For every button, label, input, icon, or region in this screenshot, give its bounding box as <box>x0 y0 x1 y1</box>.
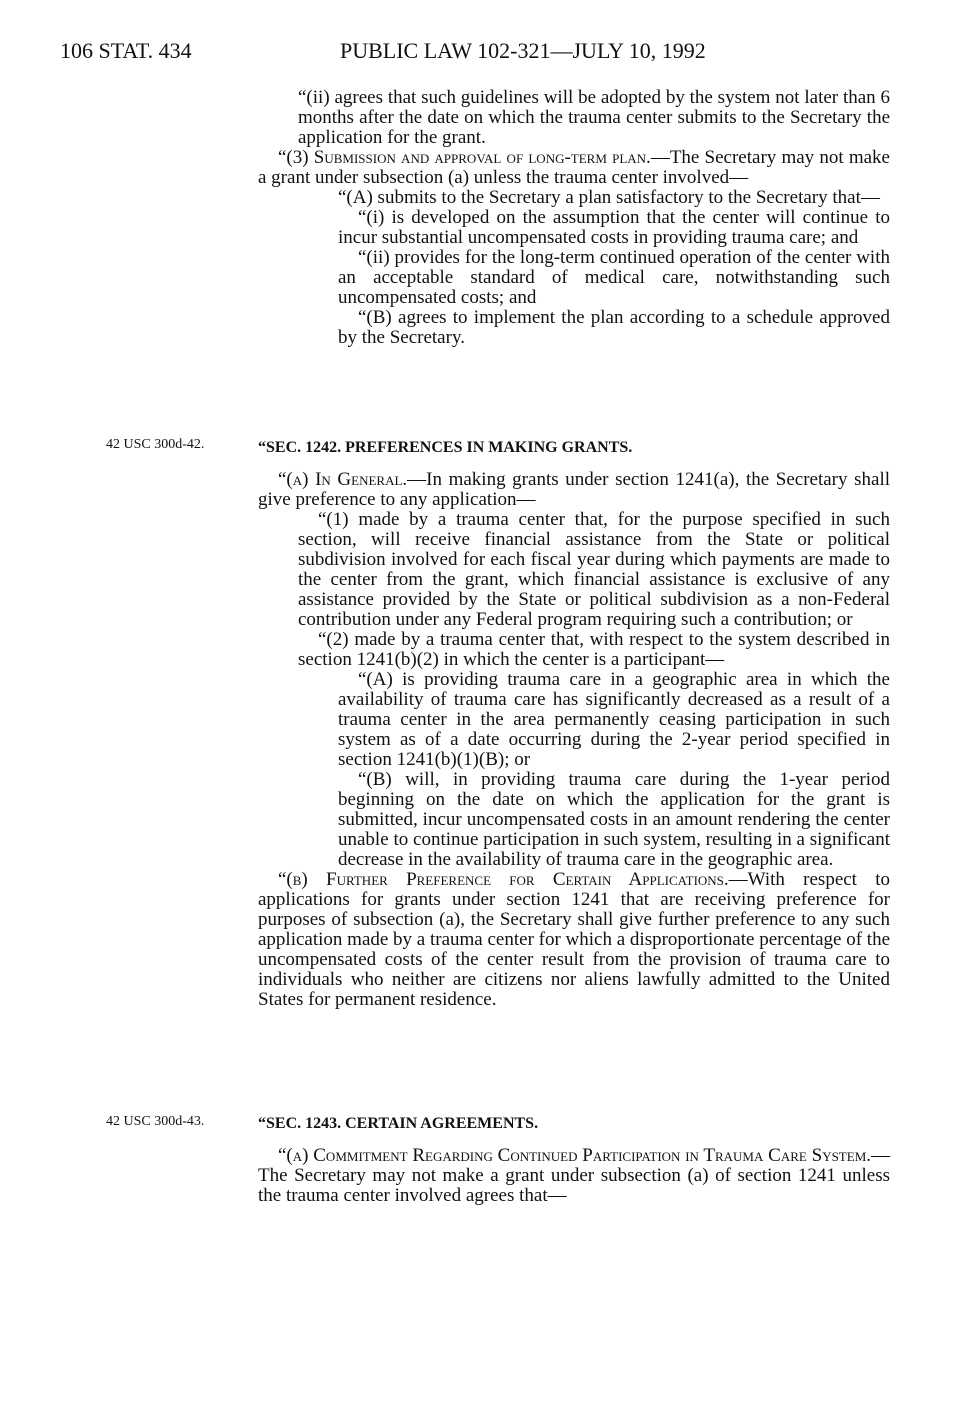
paragraph-A-geographic-area: “(A) is providing trauma care in a geographic area in which the availability of trauma care has significantly decreased as a result of a trauma center in the area permanently ceasing participation in such system as of a date occurring during the 2-year period specified in section 1241(b)(1)(B); or <box>338 669 890 770</box>
paragraph-2-participant: “(2) made by a trauma center that, with respect to the system described in section 1241(b)(2) in which the center is a participant— <box>298 629 890 670</box>
subsection-b-further-preference <box>258 870 890 1010</box>
subsection-a-commitment-body: —The Secretary may not make a grant under subsection (a) of section 1241 unless the trauma center involved agrees that— <box>258 1145 890 1206</box>
subsection-a-general <box>258 470 890 510</box>
paragraph-3-submission <box>258 148 890 188</box>
margin-citation-1242: 42 USC 300d-42. <box>106 437 205 452</box>
paragraph-3-heading: “(3) Submission and approval of long-term plan. <box>278 147 651 168</box>
paragraph-A-plan <box>258 188 890 208</box>
paragraph-B-schedule: “(B) agrees to implement the plan according to a schedule approved by the Secretary. <box>338 307 890 348</box>
subsection-a-commitment <box>258 1146 890 1206</box>
section-1243-heading: “SEC. 1243. CERTAIN AGREEMENTS. <box>258 1115 539 1132</box>
paragraph-B-uncompensated-costs: “(B) will, in providing trauma care during the 1-year period beginning on the date on which the application for the grant is submitted, incur uncompensated costs in an amount rendering the center unable to continue participation in such system, resulting in a significant decrease in the availability of trauma care in the geographic area. <box>338 769 890 870</box>
paragraph-A-text: “(A) submits to the Secretary a plan satisfactory to the Secretary that— <box>338 187 880 208</box>
section-1243 <box>258 1114 890 1206</box>
paragraph-i-assumption: “(i) is developed on the assumption that the center will continue to incur substantial uncompensated costs in providing trauma care; and <box>338 207 890 248</box>
subsection-a-commitment-heading: “(a) Commitment Regarding Continued Participation in Trauma Care System. <box>278 1145 871 1166</box>
section-1242 <box>258 438 890 1010</box>
law-title: PUBLIC LAW 102-321—JULY 10, 1992 <box>340 38 706 63</box>
block-guidelines-and-plan <box>258 88 890 348</box>
paragraph-3-body: —The Secretary may not make a grant under subsection (a) unless the trauma center involved— <box>258 147 890 188</box>
subsection-b-body: —With respect to applications for grants under section 1241 that are receiving preference for purposes of subsection (a), the Secretary shall give further preference to any such application made by a trauma center for which a disproportionate percentage of the uncompensated costs of the center result from the provision of trauma care to individuals who neither are citizens nor aliens lawfully admitted to the United States for permanent residence. <box>258 869 891 1010</box>
section-1242-heading: “SEC. 1242. PREFERENCES IN MAKING GRANTS. <box>258 439 633 456</box>
margin-citation-1243: 42 USC 300d-43. <box>106 1114 205 1129</box>
paragraph-ii-guidelines: “(ii) agrees that such guidelines will be adopted by the system not later than 6 months after the date on which the trauma center submits to the Secretary the application for the grant. <box>298 87 890 148</box>
paragraph-1-state-assistance: “(1) made by a trauma center that, for the purpose specified in such section, will receive financial assistance from the State or political subdivision involved for each fiscal year during which payments are made to the center from the grant, which financial assistance is exclusive of any assistance provided by the State or political subdivision as a non-Federal contribution under any Federal program requiring such a contribution; or <box>298 509 890 630</box>
statute-page-number: 106 STAT. 434 <box>60 38 192 63</box>
subsection-a-heading: “(a) In General. <box>278 469 408 490</box>
page-header <box>0 38 957 66</box>
subsection-b-heading: “(b) Further Preference for Certain Applications. <box>278 869 729 890</box>
paragraph-ii-operation: “(ii) provides for the long-term continued operation of the center with an acceptable standard of medical care, notwithstanding such uncompensated costs; and <box>338 247 890 308</box>
subsection-a-body: —In making grants under section 1241(a), the Secretary shall give preference to any application— <box>258 469 891 510</box>
